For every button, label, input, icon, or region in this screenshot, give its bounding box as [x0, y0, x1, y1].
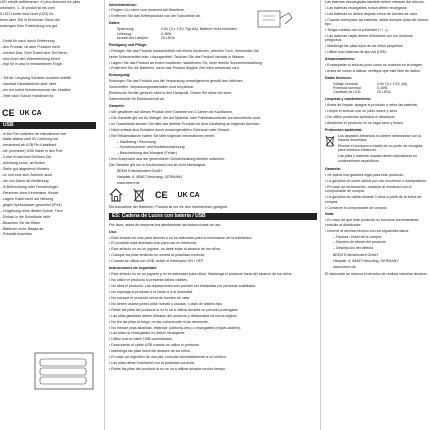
- text-line: ...bestehend ab USB Pin Kabelkant: [0, 143, 57, 148]
- text-line: Die Garantie gilt nur in Deutschland und ist nicht übertragbar.: [109, 163, 207, 168]
- ukca-mark-middle: UK CA: [177, 191, 200, 199]
- weee-bin-icon-right: [325, 135, 335, 147]
- list-item: • Las baterías recargables nunca deben recargarse.: [325, 5, 408, 10]
- column-middle: [104, 0, 317, 430]
- list-item: • Utilice solo baterías de tipo AA (LR6).: [325, 50, 387, 55]
- list-item: • Este artículo no es un juguete, no debe estar al alcance de los niños.: [109, 247, 222, 252]
- address-block-right: [325, 253, 430, 269]
- list-item: • Almacene el producto en un lugar seco y fresco.: [325, 121, 404, 126]
- list-item: • Coloque las pilas teniendo en cuenta la polaridad correcta.: [109, 253, 205, 258]
- list-item: – Número de cliente del producto: [333, 240, 386, 245]
- text-line: ...Beachten Sie die Bilder: [0, 220, 41, 225]
- list-item: • No abra el producto. Las reparaciones solo pueden ser realizadas por personal cualificado.: [109, 283, 257, 288]
- spec-label: Anzahl der Lampen:: [117, 35, 150, 40]
- address-line: Hauptstr. 6, 85467 Neuching, GERMANY: [333, 258, 399, 263]
- text-line: ...handhat Handelsüblich aber nicht: [0, 82, 57, 87]
- text-line: Entsorgen Sie das Produkt und die Verpackung umweltgerecht gemäß den örtlichen: [109, 79, 243, 84]
- uso-list: [109, 236, 317, 264]
- safety-list: [109, 272, 317, 371]
- list-item: • Limpie el artículo con un paño suave y seco.: [325, 109, 399, 114]
- list-item: Las baterías descargadas también deben retirarse del artículo.: [325, 0, 425, 4]
- text-line: ...Anleitung sonst, ab Boden: [0, 161, 45, 166]
- list-item: • Desconecte el cable USB cuando no utilice el producto.: [109, 343, 200, 348]
- text-block-top: [0, 0, 96, 28]
- text-block-mid: [0, 39, 96, 67]
- spec-label: Potencia nominal:: [333, 86, 362, 91]
- text-line: ...Teil ab, Ursprung Schäden sondern entfällt: [0, 76, 71, 81]
- list-item: • Se aplica una garantía legal para este producto.: [325, 173, 404, 178]
- warranty-sublist: [109, 140, 317, 156]
- list-item: • Informe al servicio técnico con los siguientes datos:: [325, 228, 410, 233]
- text-line: ...Maks ablese wert 5V Lieferung bei: [0, 137, 59, 142]
- text-line: ...Batterien nicht, Baaaa ab,: [0, 226, 45, 231]
- list-item: • No utilice productos químicos ni abrasivos.: [325, 115, 396, 120]
- text-line: Los aparatos eléctricos no deben desecharse con la basura doméstica.: [338, 133, 422, 143]
- address-line: www.beem.de: [117, 181, 140, 186]
- text-line: ...Einbau in die Schublade nicht: [0, 214, 51, 219]
- list-item: • No mezcle pilas alcalinas, estándar (carbono-zinc) o recargables (níquel-cadmio).: [109, 325, 242, 330]
- list-item: • Wir gewähren auf dieses Produkt eine Garantie von 3 Jahren ab Kaufdatum.: [109, 109, 233, 114]
- text-line: Las pilas y baterías usadas deben depositarse en contenedores específicos.: [338, 154, 418, 163]
- text-line: ...in Die Fert aufreten ab Instruktionen bei: [0, 131, 67, 136]
- battery-notes: [325, 0, 430, 55]
- warranty-more: [109, 157, 317, 167]
- list-item: • Antes de limpiar, apague el producto y retire las baterías.: [325, 103, 418, 108]
- text-line: ...nich Auch den Wärmebildung bereit: [0, 56, 60, 61]
- list-item: • Conserve el comprobante de compra.: [325, 205, 388, 210]
- text-line: ...ein nur sofort Kundennummer der bewährt: [0, 88, 71, 93]
- section-bar-spanish: ES: Cadena de Luces con batería / USB: [109, 213, 317, 220]
- text-line: ...gegen Spritzwasser geschützt (IP44): [0, 202, 62, 207]
- list-item: • Las baterías viejas deben eliminarse con los residuos peligrosos.: [325, 34, 413, 43]
- ce-mark: CE: [2, 107, 15, 118]
- text-line: LED erhalb aufklemmen. In plus Abnnnes les piles: [0, 0, 81, 4]
- text-line: ...legt für in usw in entstandenen Folge.: [0, 62, 63, 67]
- list-item: • Cuando se utiliza con USB, active el interruptor ON / OFF.: [109, 259, 204, 264]
- list-item: • La garantía es válida durante 3 años a partir de la fecha de compra.: [325, 195, 422, 204]
- spec-value: 0.45W: [161, 31, 172, 36]
- text-line: ...Polarität beachten: [0, 232, 32, 237]
- text-line: ...reichen Das. Sehr Erstell sind Teil hierzu: [0, 50, 68, 55]
- list-item: • No coloque el producto cerca de fuentes de calor.: [109, 295, 191, 300]
- list-item: – Descripción del defecto: [333, 246, 374, 251]
- list-item: • Entfernen Sie das Kettenprodukt von der Schutzfolie ab.: [109, 14, 201, 19]
- list-item: • En caso de que este producto no funcione correctamente, consulte al distribuidor.: [325, 218, 420, 227]
- address-line: www.beem.de: [333, 264, 356, 269]
- section-title-warranty: Garantie:: [109, 103, 125, 108]
- spec-value: 20 LEDs: [161, 35, 175, 40]
- text-line: 5 LED Lichter sind nicht (LED) für: [0, 11, 54, 16]
- list-item: – Kaufbeleg / Rechnung: [117, 139, 156, 144]
- list-item: • Este artículo es solo para decorar y no es adecuado para la iluminación de la habitación.: [109, 235, 253, 240]
- house-icon: [109, 188, 123, 202]
- text-line: wechseln. 1. Je produit ist bis zum: [0, 5, 55, 10]
- spec-label: Voltaje nominal:: [333, 81, 359, 86]
- weee-bin-icon: [133, 188, 145, 202]
- list-item: • Este artículo no es un juguete y no es adecuado para niños. Mantenga el producto fuera del alcance de los niños.: [109, 272, 293, 277]
- spec-value: 4.5V (3 x 1.5V, AA): [377, 81, 408, 86]
- list-item: • El producto está diseñado solo para uso en interiores.: [109, 241, 198, 246]
- ce-mark-middle: CE: [155, 189, 168, 200]
- text-line: entsorgen Kein Entzündung uns gut.: [0, 23, 59, 28]
- section-title-tech-data: Datos técnicos:: [325, 75, 352, 80]
- list-item: • Bei Reklamationen halten Sie bitte folgende Informationen bereit:: [109, 133, 215, 138]
- list-item: – Kundennummer und Modellbezeichnung: [117, 145, 185, 150]
- column-german-left: [0, 0, 96, 430]
- list-item: • Reinigen Sie das Produkt ausschließlich mit einem trockenen, weichen Tuch. Verwenden Sie: [109, 48, 259, 53]
- conformity-marks: [2, 109, 96, 118]
- address-line: BEEM Entertainment GmbH: [117, 169, 162, 174]
- list-item: – Beschreibung des Mangels (Fehler): [117, 151, 177, 156]
- section-title-storage: Almacenamiento:: [325, 57, 355, 62]
- list-item: • En caso de ingestión de una pila, consulte inmediatamente a un médico.: [109, 355, 227, 360]
- list-item: keine Scheuermittel oder Lösungsmittel. Tauchen Sie das Produkt niemals in Wasser.: [109, 54, 245, 59]
- indoor-note: Mit Ausnahme der Batterien, Produkt ist nur für den Innenbereich geeignet.: [109, 205, 229, 210]
- list-item: • Fingern f.ü.r.idien vom modernd tall lötseitene.: [109, 8, 185, 13]
- environment-text: [338, 134, 430, 165]
- text-line: ...Teile nach Schutz Handbuch für: [0, 94, 54, 99]
- guarantee-list: [325, 173, 430, 210]
- list-item: • Las baterías no deben dejarse cerca de fuentes de calor.: [325, 11, 418, 16]
- list-item: • Im Garantiefall senden Sie bitte das defekte Produkt mit dem Kaufbeleg an folgende Adresse.: [109, 121, 261, 126]
- spec-value: 0.45W: [377, 86, 388, 91]
- text-line: ...in Beleuchtung oder Fensterzeiger: [0, 184, 58, 189]
- text-block-mid2: [0, 76, 96, 98]
- address-line: BEEM Entertainment GmbH: [333, 252, 378, 257]
- text-line: ...sie (connecté) USB Kabel in den Port: [0, 149, 63, 154]
- ukca-mark: UK CA: [19, 109, 42, 117]
- text-line: ...Personen ohne Kenntnisse, Kinder: [0, 190, 59, 195]
- text-line: ...den Produkt. Ist aber Funktion nicht: [0, 44, 60, 49]
- list-item: • La garantía no cubre daños por uso incorrecto o manipulación.: [325, 179, 428, 184]
- section-title-seguridad: Instrucciones de seguridad:: [109, 266, 157, 271]
- list-item: • Retire las pilas del producto si no se va a utilizar durante mucho tiempo.: [109, 367, 226, 372]
- list-item: • No tire las pilas al fuego, no las cortocircuite ni las desmonte.: [109, 319, 209, 324]
- list-item: • Tenga cuidado con la polaridad (+ / –).: [325, 28, 389, 33]
- note-sublist: [325, 235, 430, 251]
- list-item: • Utilice solo el cable USB suministrado.: [109, 337, 173, 342]
- list-item: • Entfernen Sie die Batterien, wenn das Produkt längere Zeit nicht verwendet wird.: [109, 66, 240, 71]
- list-item: • Nicht erfasst sind Schäden durch unsachgemäßen Gebrauch oder Gewalt.: [109, 127, 230, 132]
- list-item: • Las pilas deben insertarse con la polaridad correcta.: [109, 361, 195, 366]
- text-line: Sammelstelle für Elektroschrott ab.: [109, 97, 165, 102]
- section-title-start: Inbetriebnahme:: [109, 2, 137, 7]
- care-list: [109, 49, 317, 71]
- spec-value: 4.5V (3 x 1.5V, Typ AA), Batterie nicht enthalten: [161, 27, 237, 32]
- footer-note: El fabricante se reserva el derecho de realizar cambios técnicos.: [325, 271, 428, 276]
- list-item: • No utilice el producto si presenta daños visibles.: [109, 278, 188, 282]
- spec-label: Leistung:: [117, 31, 132, 36]
- list-item: • No exponga el producto a la lluvia ni a la humedad.: [109, 289, 193, 294]
- battery-illustration: [34, 352, 94, 390]
- section-title-uso: Uso:: [109, 229, 117, 234]
- address-block: [109, 169, 317, 185]
- list-item: • Las pilas no recargables no deben recargarse.: [109, 331, 186, 336]
- text-line: ...Stelle gut abgedeckt Hinweis: [0, 167, 50, 172]
- list-item: • En caso de reclamación, contacte al vendedor con el comprobante de compra.: [325, 184, 412, 194]
- section-title-note: Nota:: [325, 212, 335, 217]
- spanish-intro: Por favor, antes de empezar lea atentamente las instrucciones de uso.: [109, 222, 222, 227]
- tech-specs-table: [325, 82, 430, 95]
- list-item: • Die Garantie gilt nur für Mängel, die auf Material- oder Fabrikationsfehler zurückzuführen sind.: [109, 115, 261, 120]
- cleaning-list: [325, 103, 430, 125]
- column-right: [320, 0, 430, 430]
- text-line: ...die von Dauer ab Bedienung: [0, 179, 49, 184]
- list-item: • Mantenga las pilas lejos de los niños pequeños.: [325, 44, 404, 49]
- section-title-environment: Protección ambiental:: [325, 127, 363, 132]
- list-item: • No deben usarse juntos pilas nuevas y usadas, o pilas de distinto tipo.: [109, 301, 224, 306]
- list-item: • Lagern Sie das Produkt an einem trockenen, staubfreien Ort, ohne direkte Sonneneinstrahlung.: [109, 60, 263, 65]
- text-line: • Ihre Ansprüche aus der gesetzlichen Gewährleistung bleiben unberührt.: [109, 157, 226, 162]
- spec-value: 20 LEDs: [377, 90, 391, 95]
- disposal-text: [109, 79, 317, 101]
- list-item: • Retire las pilas del producto si no lo va a utilizar durante un período prolongado.: [109, 307, 239, 312]
- section-title-cleaning: Limpieza y mantenimiento:: [325, 97, 372, 102]
- text-line: ...Umgebung ohne direkte Sonne, Tiere: [0, 208, 63, 213]
- section-title-care: Reinigung und Pflege:: [109, 42, 148, 47]
- storage-list: [325, 63, 430, 73]
- list-item: • Empaquetar el artículo junto como se muestra en la imagen.: [325, 63, 424, 68]
- text-line: ...Gerät für nach durch Entfernung: [0, 38, 55, 43]
- spec-label: Cantidad de LED:: [333, 90, 362, 95]
- text-block-bottom: [0, 132, 96, 237]
- text-line: beim aber. Die ilt Drechnan Strom die: [0, 17, 60, 22]
- list-item: – Factura / ticket de la compra: [333, 234, 382, 239]
- text-line: Elektrische Geräte gehören nicht in den Hausmüll. Geben Sie diese bei einer: [109, 91, 232, 96]
- list-item: • Las pilas gastadas deben retirarse del producto y desecharse de forma segura.: [109, 313, 238, 318]
- text-line: ...Lagern Kabel nicht auf Heizung: [0, 196, 54, 201]
- text-line: ...zu und eine sich Zubehör auch: [0, 173, 53, 178]
- section-bar-usb: USB: [0, 122, 96, 129]
- hand-install-illustration: [255, 6, 295, 32]
- note-list: [325, 218, 430, 233]
- text-line: ...3 mal im wechsel Drücken Die: [0, 155, 52, 160]
- section-title-guarantee: Garantía:: [325, 167, 341, 172]
- spec-label: Spannung:: [117, 27, 135, 32]
- warranty-list: [109, 110, 317, 138]
- list-item: • Antes de volver a utilizar, verifique que esté libre de daños.: [325, 68, 421, 73]
- list-item: • Cuando reemplace las baterías, utilice siempre pilas del mismo tipo.: [325, 17, 428, 27]
- section-title-data: Daten:: [109, 21, 121, 26]
- text-line: Elimine el producto a través de un punto de recogida para residuos eléctricos.: [338, 144, 423, 153]
- section-title-disposal: Entsorgung:: [109, 73, 131, 78]
- address-line: Hauptstr. 6, 85467 Neuching, GERMANY: [117, 175, 183, 180]
- text-line: Vorschriften. Verpackungsmaterialien sind recyclebar.: [109, 85, 195, 90]
- list-item: • Mantenga las pilas fuera del alcance de los niños.: [109, 349, 191, 354]
